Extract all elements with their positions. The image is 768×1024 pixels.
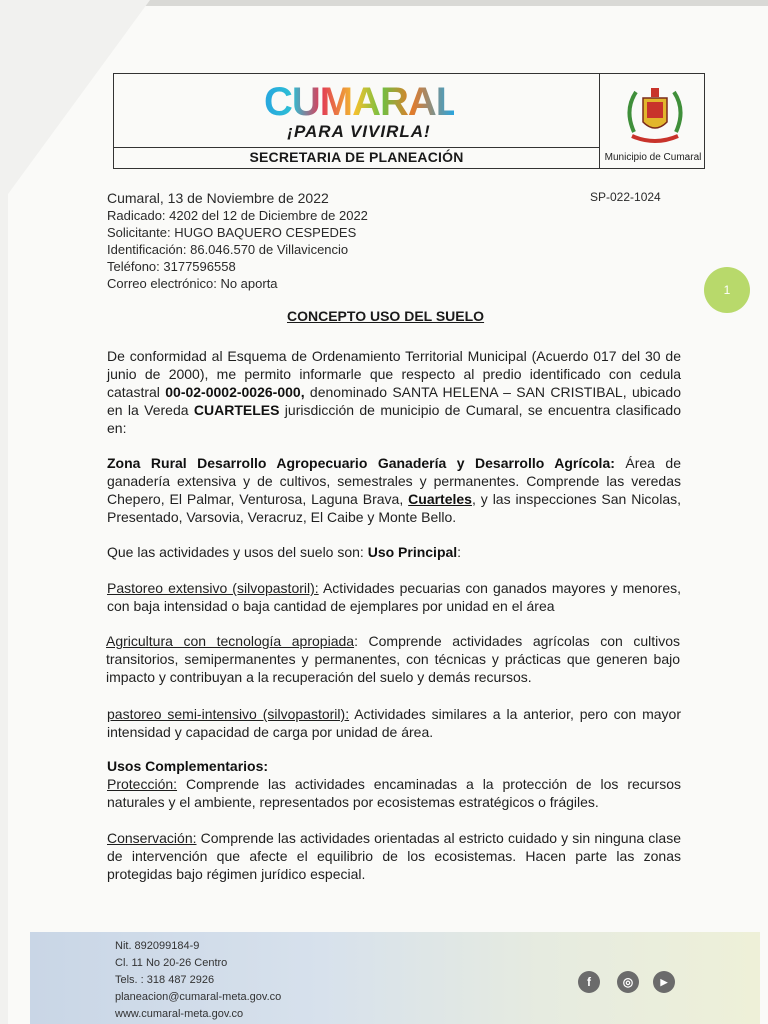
page-badge: 1 bbox=[704, 267, 750, 313]
cedula-catastral: 00-02-0002-0026-000, bbox=[165, 384, 305, 400]
usos-intro-text: : bbox=[457, 544, 462, 560]
complementarios-section bbox=[107, 757, 681, 811]
uso-item bbox=[107, 579, 681, 615]
zona-heading: Zona Rural Desarrollo Agropecuario Ganadería y Desarrollo Agrícola: bbox=[107, 455, 615, 471]
reference-code: SP-022-1024 bbox=[590, 190, 661, 204]
instagram-icon[interactable]: ◎ bbox=[617, 971, 639, 993]
uso-label: Pastoreo extensivo (silvopastoril): bbox=[107, 580, 319, 596]
letterhead-left bbox=[114, 74, 600, 168]
cumaral-logo: CUMARAL bbox=[264, 80, 460, 124]
footer-website[interactable]: www.cumaral-meta.gov.co bbox=[115, 1008, 244, 1020]
zona-text: , y las inspecciones San Nicolas, Presentado, Varsovia, Veracruz, El Caibe y Monte Bello. bbox=[107, 491, 681, 525]
footer-nit: Nit. 892099184-9 bbox=[115, 940, 200, 952]
intro-text: De conformidad al Esquema de Ordenamiento Territorial Municipal (Acuerdo 017 del 30 de junio de 2000), me permito informarle que respecto al predio identificado con cedula catastral bbox=[107, 348, 681, 400]
correo-line: Correo electrónico: No aporta bbox=[107, 276, 278, 291]
uso-item bbox=[106, 632, 680, 686]
cuarteles-highlight: Cuarteles bbox=[408, 491, 472, 507]
intro-text: jurisdicción de municipio de Cumaral, se encuentra clasificado en: bbox=[107, 402, 681, 436]
date-line: Cumaral, 13 de Noviembre de 2022 bbox=[107, 190, 329, 206]
request-metadata bbox=[107, 190, 368, 292]
footer-phones: Tels. : 318 487 2926 bbox=[115, 974, 215, 986]
complementarios-heading: Usos Complementarios: bbox=[107, 758, 269, 774]
uso-text: Actividades similares a la anterior, pero con mayor intensidad y capacidad de carga por unidad de área. bbox=[107, 706, 681, 740]
uso-label: pastoreo semi-intensivo (silvopastoril): bbox=[107, 706, 350, 722]
document-title: CONCEPTO USO DEL SUELO bbox=[287, 308, 485, 324]
footer-contact bbox=[115, 938, 281, 1023]
complementario-label: Conservación: bbox=[107, 830, 197, 846]
uso-text: : Comprende actividades agrícolas con cultivos transitorios, semipermanentes y permanentes, con técnicas y prácticas que generen bajo impacto y contribuyan a la recuperación del suelo y demás recursos. bbox=[106, 633, 681, 685]
radicado-line: Radicado: 4202 del 12 de Diciembre de 2022 bbox=[107, 208, 368, 223]
department-name: SECRETARIA DE PLANEACIÓN bbox=[249, 149, 464, 165]
complementario-item bbox=[107, 829, 681, 883]
uso-item bbox=[107, 705, 681, 741]
complementario-label: Protección: bbox=[107, 776, 178, 792]
vereda-name: CUARTELES bbox=[193, 402, 280, 418]
usos-intro bbox=[107, 543, 681, 561]
uso-text: Actividades pecuarias con ganados mayores y menores, con baja intensidad o baja cantidad de ejemplares por unidad en el área bbox=[107, 580, 681, 614]
youtube-icon[interactable]: ▶ bbox=[653, 971, 675, 993]
intro-text: denominado SANTA HELENA – SAN CRISTIBAL, ubicado en la Vereda bbox=[107, 384, 681, 418]
divider bbox=[114, 147, 599, 148]
municipality-label: Municipio de Cumaral bbox=[604, 152, 702, 163]
zona-text: Área de ganadería extensiva y de cultivos, semestrales y permanentes. Comprende las veredas Chepero, El Palmar, Venturosa, Laguna Brava, bbox=[107, 455, 681, 507]
slogan: ¡PARA VIVIRLA! bbox=[287, 122, 431, 141]
uso-principal-label: Uso Principal bbox=[367, 544, 458, 560]
intro-paragraph bbox=[107, 347, 681, 437]
letterhead bbox=[113, 73, 705, 169]
solicitante-line: Solicitante: HUGO BAQUERO CESPEDES bbox=[107, 225, 357, 240]
complementario-text: Comprende las actividades encaminadas a la protección de los recursos naturales y el ambiente, representados por ecosistemas estratégicos o frágiles. bbox=[107, 776, 681, 810]
usos-intro-text: Que las actividades y usos del suelo son: bbox=[107, 544, 368, 560]
facebook-icon[interactable]: f bbox=[578, 971, 600, 993]
footer-address: Cl. 11 No 20-26 Centro bbox=[115, 957, 228, 969]
identificacion-line: Identificación: 86.046.570 de Villavicencio bbox=[107, 242, 349, 257]
zona-paragraph bbox=[107, 454, 681, 526]
footer-email[interactable]: planeacion@cumaral-meta.gov.co bbox=[115, 991, 282, 1003]
uso-label: Agricultura con tecnología apropiada bbox=[106, 633, 355, 649]
telefono-line: Teléfono: 3177596558 bbox=[107, 259, 236, 274]
complementario-text: Comprende las actividades orientadas al estricto cuidado y sin ninguna clase de intervención que afecte el equilibrio de los ecosistemas. Hacen parte las zonas protegidas bajo régimen jurídico especial. bbox=[107, 830, 681, 882]
municipal-crest-icon bbox=[620, 80, 690, 150]
